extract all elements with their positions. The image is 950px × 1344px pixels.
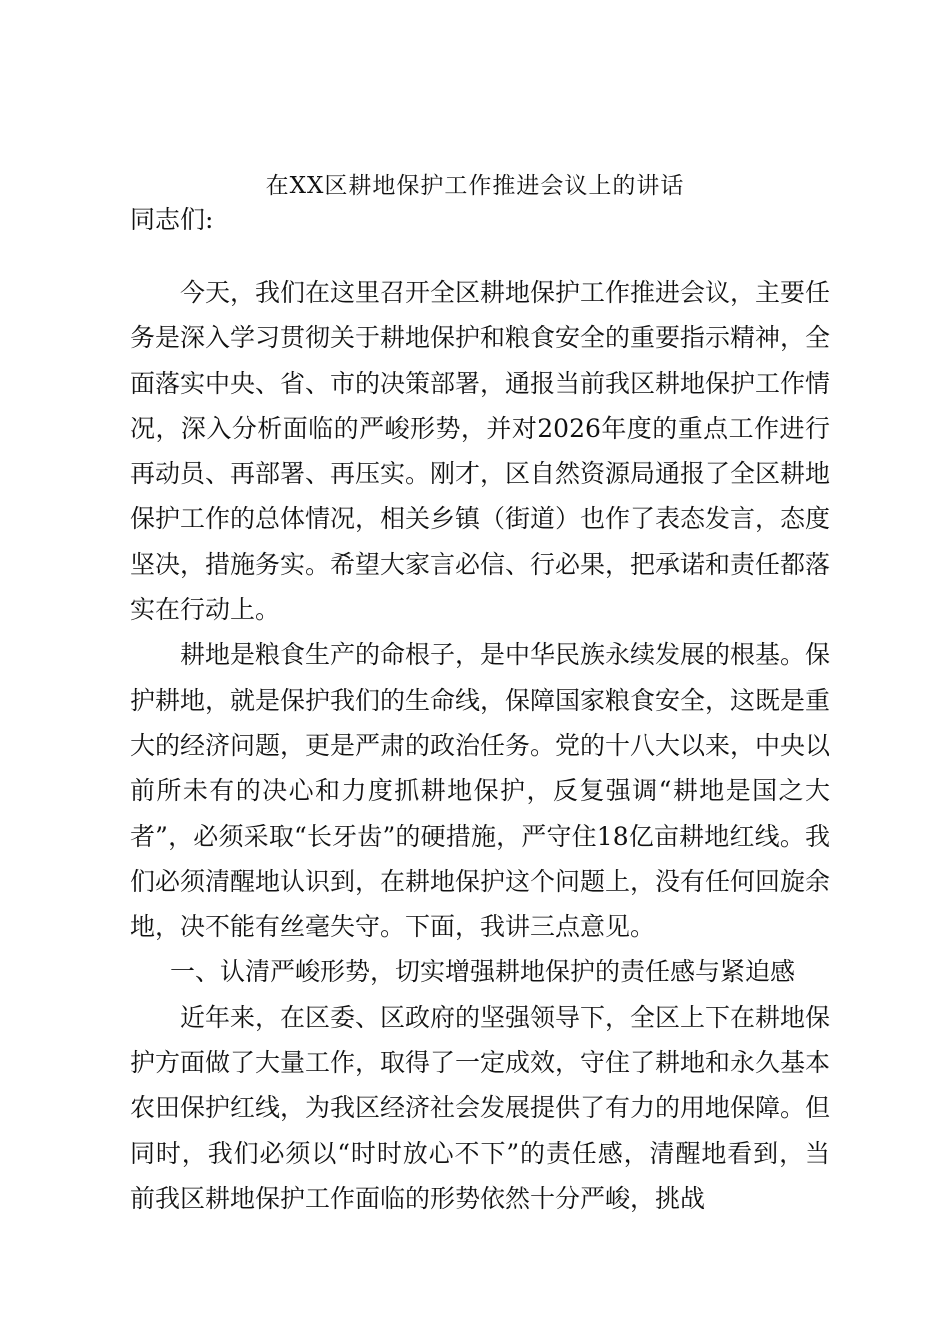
document-title: 在XX区耕地保护工作推进会议上的讲话 — [265, 173, 685, 199]
section-heading-1: 一、认清严峻形势，切实增强耕地保护的责任感与紧迫感 — [170, 957, 796, 987]
paragraph-situation: 近年来，在区委、区政府的坚强领导下，全区上下在耕地保护方面做了大量工作，取得了一定成效，守住了耕地和永久基本农田保护红线，为我区经济社会发展提供了有力的用地保障。但同时，我们必须以“时时放心不下”的责任感，清醒地看到，当前我区耕地保护工作面临的形势依然十分严峻，挑战 — [130, 1002, 831, 1213]
document-body — [130, 270, 830, 1221]
paragraph-importance: 耕地是粮食生产的命根子，是中华民族永续发展的根基。保护耕地，就是保护我们的生命线，保障国家粮食安全，这既是重大的经济问题，更是严肃的政治任务。党的十八大以来，中央以前所未有的决心和力度抓耕地保护，反复强调“耕地是国之大者”，必须采取“长牙齿”的硬措施，严守住18亿亩耕地红线。我们必须清醒地认识到，在耕地保护这个问题上，没有任何回旋余地，决不能有丝毫失守。下面，我讲三点意见。 — [130, 640, 831, 942]
salutation: 同志们: — [130, 205, 214, 234]
paragraph-opening: 今天，我们在这里召开全区耕地保护工作推进会议，主要任务是深入学习贯彻关于耕地保护和粮食安全的重要指示精神，全面落实中央、省、市的决策部署，通报当前我区耕地保护工作情况，深入分析面临的严峻形势，并对2026年度的重点工作进行再动员、再部署、再压实。刚才，区自然资源局通报了全区耕地保护工作的总体情况，相关乡镇（街道）也作了表态发言，态度坚决，措施务实。希望大家言必信、行必果，把承诺和责任都落实在行动上。 — [130, 278, 831, 625]
